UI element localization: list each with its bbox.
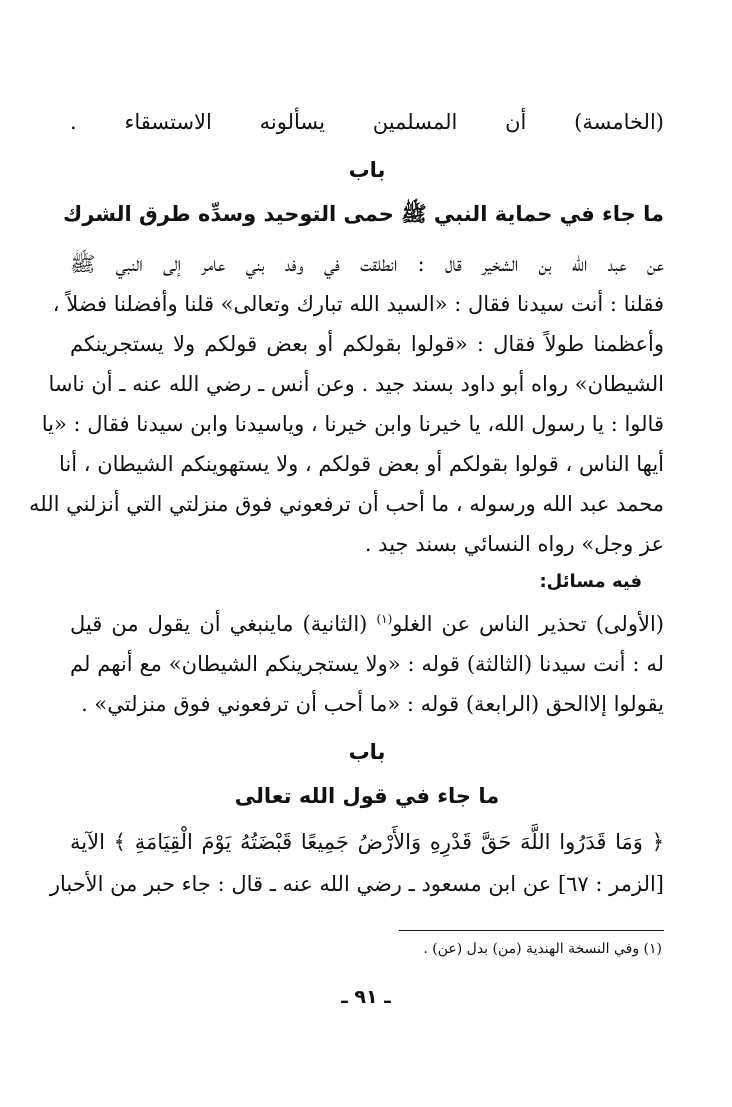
body-line-6: أيها الناس ، قولوا بقولكم أو بعض قولكم ، ولا يستهوينكم الشيطان ، أنا (58, 452, 664, 476)
section1-title: ما جاء في حماية النبي ﷺ حمى التوحيد وسدِّه طرق الشرك (62, 202, 664, 226)
masail-line-2: له : أنت سيدنا (الثالثة) قوله : «ولا يستجرينكم الشيطان» مع أنهم لم (70, 652, 664, 676)
section1-bab-heading: باب (348, 158, 386, 182)
section2-title: ما جاء في قول الله تعالى (234, 784, 500, 808)
masail-line-3: يقولوا إلاالحق (الرابعة) قوله : «ما أحب أن ترفعوني فوق منزلتي» . (81, 692, 664, 716)
footnote-text: (١) وفي النسخة الهندية (من) بدل (عن) . (423, 941, 662, 957)
body-line-1: عن عبد الله بن الشخير قال : انطلقت في وفد بني عامر إلى النبي ﷺ (70, 252, 664, 276)
body-line-5: قالوا : يا رسول الله، يا خيرنا وابن خيرنا ، وياسيدنا وابن سيدنا فقال : «يا (41, 412, 664, 436)
masail-line-1-text-b: (الثانية) ماينبغي أن يقول من قيل (70, 612, 377, 636)
masail-line-1-text-a: (الأولى) تحذير الناس عن الغلو (392, 612, 664, 636)
footnote-marker: (١) (376, 612, 393, 626)
footnote-separator (399, 930, 664, 931)
section2-bab-heading: باب (348, 740, 386, 764)
masail-heading: فيه مسائل: (539, 571, 642, 592)
verse-reference-line: [الزمر : ٦٧] عن ابن مسعود ـ رضي الله عنه ـ قال : جاء حبر من الأحبار (49, 872, 664, 896)
body-line-7: محمد عبد الله ورسوله ، ما أحب أن ترفعوني فوق منزلتي التي أنزلني الله (29, 492, 664, 516)
masail-line-1 (70, 606, 664, 642)
page-number: ـ ٩١ ـ (341, 986, 391, 1008)
body-line-8: عز وجل» رواه النسائي بسند جيد . (364, 532, 664, 556)
quran-verse-line: ﴿ وَمَا قَدَرُوا اللَّهَ حَقَّ قَدْرِهِ وَالأَرْضُ جَمِيعًا قَبْضَتُهُ يَوْمَ الْقِيَامَةِ ﴾ الآية (70, 830, 664, 854)
intro-line: (الخامسة) أن المسلمين يسألونه الاستسقاء . (70, 110, 664, 134)
body-line-4: الشيطان» رواه أبو داود بسند جيد . وعن أنس ـ رضي الله عنه ـ أن ناسا (48, 372, 664, 396)
body-line-3: وأعظمنا طولاً فقال : «قولوا بقولكم أو بعض قولكم ولا يستجرينكم (70, 332, 664, 356)
body-line-2: فقلنا : أنت سيدنا فقال : «السيد الله تبارك وتعالى» قلنا وأفضلنا فضلاً ، (52, 292, 664, 316)
